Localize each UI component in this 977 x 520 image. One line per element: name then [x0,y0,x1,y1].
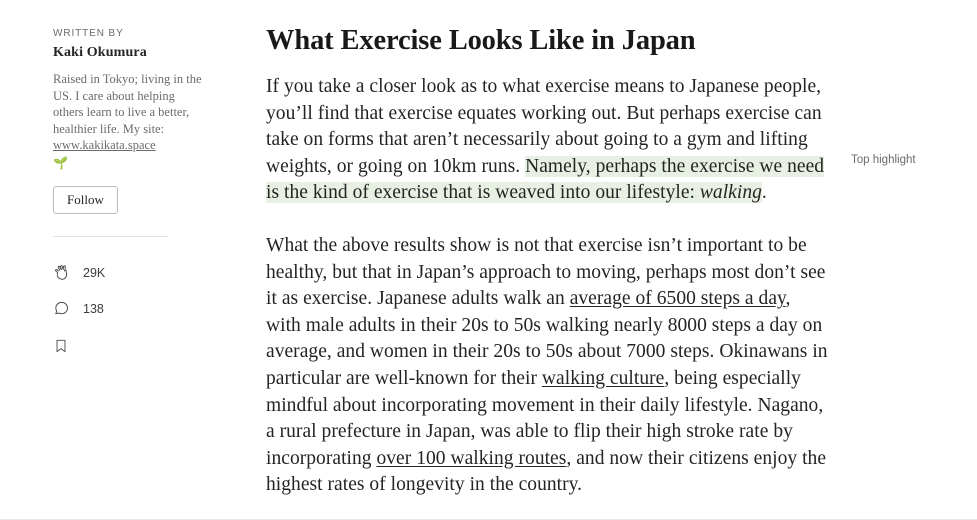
highlight-emphasis: walking [699,182,762,204]
written-by-label: WRITTEN BY [53,28,124,39]
rail-divider [53,236,168,237]
responses-row[interactable] [53,291,203,327]
paragraph-1-period: . [761,182,767,204]
paragraph-1-text: If you take a closer look as to what exercise means to Japanese people, you’ll find that exercise equates working out. But perhaps exercise can take on forms that aren’t necessarily about going to a gym and lifting weights, or going on 10km runs. [266,76,822,177]
paragraph-2-text-a: What the above results show is not that exercise isn’t important to be healthy, but that in Japan’s approach to moving, perhaps most don’t see it as exercise. Japanese adults walk an [266,234,826,310]
steps-per-day-link[interactable]: average of 6500 steps a day [569,288,786,310]
walking-routes-link[interactable]: over 100 walking routes [376,447,567,469]
bookmark-row[interactable] [53,331,203,361]
bookmark-icon[interactable] [53,338,75,354]
claps-row[interactable] [53,255,203,291]
article-content [266,24,828,499]
paragraph-2-text-c: , being especially mindful about incorporating movement in their daily lifestyle. Nagano, a rural prefecture in Japan, was able to flip their high stroke rate by incorporating [266,367,824,469]
sprout-icon: 🌱 [53,155,68,170]
author-rail [53,28,203,361]
author-name[interactable]: Kaki Okumura [53,45,147,60]
author-bio-text: Raised in Tokyo; living in the US. I care about helping others learn to live a better, healthier life. My site: [53,72,202,136]
top-highlight-label: Top highlight [851,154,916,166]
paragraph-2-text-d: , and now their citizens enjoy the highest rates of longevity in the country. [266,447,827,496]
highlight-text-lead: Namely, perhaps the exercise we need is the kind of exercise that is weaved into our lifestyle: [266,155,825,204]
claps-count: 29K [83,265,106,280]
article-paragraph-1 [266,74,828,207]
responses-count: 138 [83,301,104,316]
clap-icon[interactable] [53,264,75,282]
paragraph-2-text-b: , with male adults in their 20s to 50s walking nearly 8000 steps a day on average, and women in their 20s to 50s about 7000 steps. Okinawans in particular are well-known for their [266,288,828,389]
author-site-link[interactable]: www.kakikata.space [53,138,156,152]
comment-icon[interactable] [53,300,75,317]
engagement-stats [53,255,203,361]
follow-button[interactable]: Follow [53,186,118,214]
article-paragraph-2 [266,233,828,499]
author-bio [53,71,203,170]
page-title: What Exercise Looks Like in Japan [266,25,696,56]
walking-culture-link[interactable]: walking culture [541,367,665,389]
